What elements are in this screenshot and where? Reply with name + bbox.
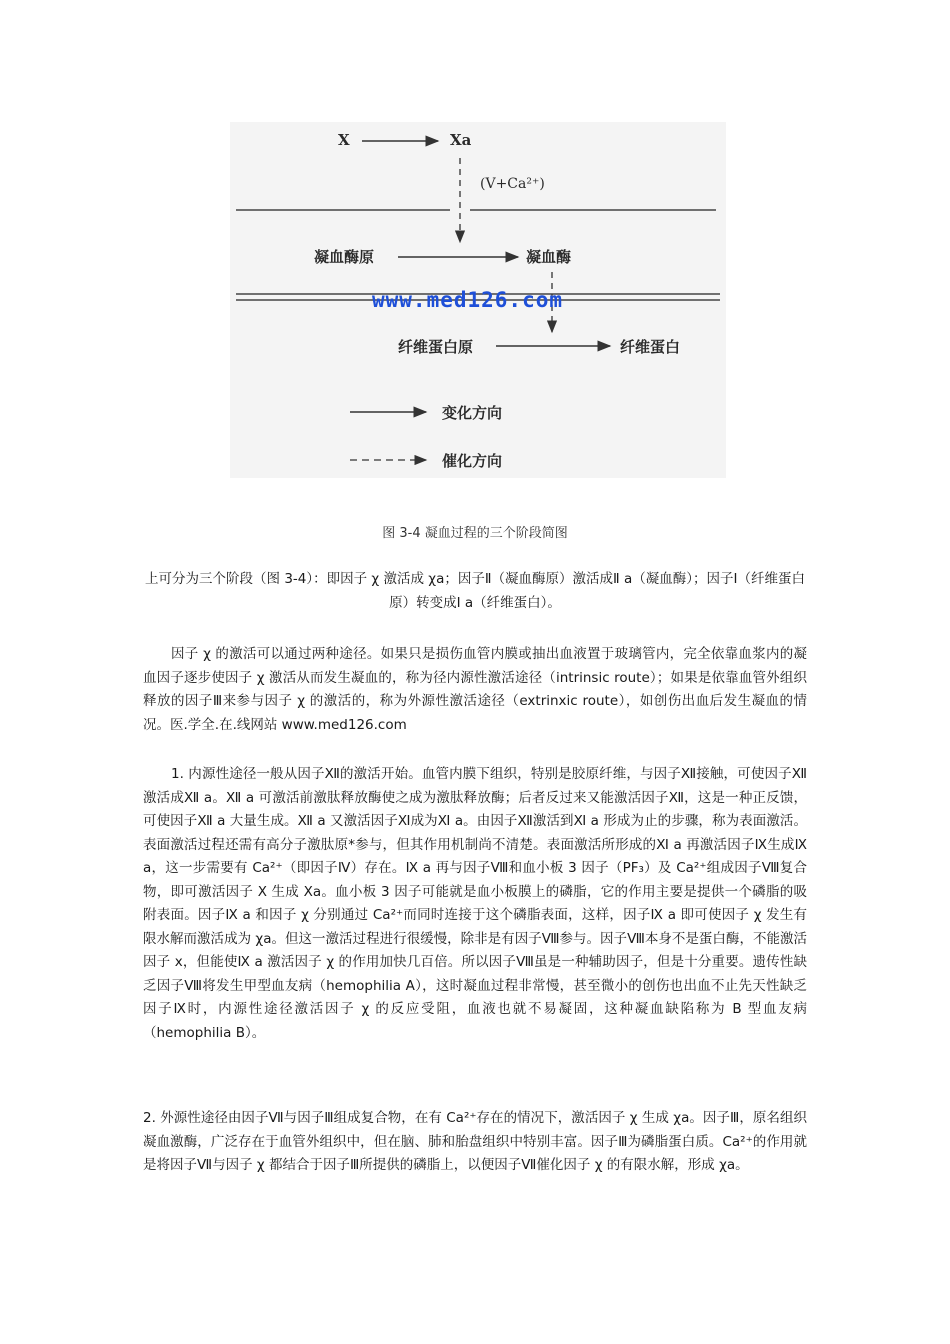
- node-fibrin: 纤维蛋白: [620, 338, 681, 356]
- legend-solid-label: 变化方向: [442, 404, 503, 422]
- legend-dashed-label: 催化方向: [442, 452, 503, 470]
- paragraph-two-routes: 因子 χ 的激活可以通过两种途径。如果只是损伤血管内膜或抽出血液置于玻璃管内，完全依靠血浆内的凝血因子逐步使因子 χ 激活从而发生凝血的，称为径内源性激活途径（intrinsic route）；如果是依靠血管外组织释放的因子Ⅲ来参与因子 χ 的激活的，称为外源性激活途径（extrinxic route），如创伤出血后发生凝血的情况。医.学全.在.线网站 www.med126.com: [143, 646, 807, 733]
- paragraph-stages: 上可分为三个阶段（图 3-4）：即因子 χ 激活成 χa；因子Ⅱ（凝血酶原）激活成Ⅱ a（凝血酶）；因子Ⅰ（纤维蛋白原）转变成Ⅰ a（纤维蛋白）。: [145, 571, 805, 611]
- node-xa: Xa: [450, 131, 472, 149]
- figure-caption: 图 3-4 凝血过程的三个阶段简图: [382, 526, 568, 541]
- node-x: X: [338, 131, 350, 149]
- node-prothrombin: 凝血酶原: [314, 248, 375, 266]
- paragraph-extrinsic: 2. 外源性途径由因子Ⅶ与因子Ⅲ组成复合物，在有 Ca²⁺存在的情况下，激活因子 χ 生成 χa。因子Ⅲ，原名组织凝血激酶，广泛存在于血管外组织中，但在脑、肺和胎盘组织中特别丰富。因子Ⅲ为磷脂蛋白质。Ca²⁺的作用就是将因子Ⅶ与因子 χ 都结合于因子Ⅲ所提供的磷脂上，以便因子Ⅶ催化因子 χ 的有限水解，形成 χa。: [143, 1110, 807, 1173]
- paragraph-intrinsic: 1. 内源性途径一般从因子Ⅻ的激活开始。血管内膜下组织，特别是胶原纤维，与因子Ⅻ接触，可使因子Ⅻ激活成Ⅻ a。Ⅻ a 可激活前激肽释放酶使之成为激肽释放酶；后者反过来又能激活因子Ⅻ，这是一种正反馈，可使因子Ⅻ a 大量生成。Ⅻ a 又激活因子Ⅺ成为Ⅺ a。由因子Ⅻ激活到Ⅺ a 形成为止的步骤，称为表面激活。表面激活过程还需有高分子激肽原*参与，但其作用机制尚不清楚。表面激活所形成的Ⅺ a 再激活因子Ⅸ生成Ⅸ a，这一步需要有 Ca²⁺（即因子Ⅳ）存在。Ⅸ a 再与因子Ⅷ和血小板 3 因子（PF₃）及 Ca²⁺组成因子Ⅷ复合物，即可激活因子 X 生成 Xa。血小板 3 因子可能就是血小板膜上的磷脂，它的作用主要是提供一个磷脂的吸附表面。因子Ⅸ a 和因子 χ 分别通过 Ca²⁺而同时连接于这个磷脂表面，这样，因子Ⅸ a 即可使因子 χ 发生有限水解而激活成为 χa。但这一激活过程进行很缓慢，除非是有因子Ⅷ参与。因子Ⅷ本身不是蛋白酶，不能激活因子 x，但能使Ⅸ a 激活因子 χ 的作用加快几百倍。所以因子Ⅷ虽是一种辅助因子，但是十分重要。遗传性缺乏因子Ⅷ将发生甲型血友病（hemophilia A），这时凝血过程非常慢，甚至微小的创伤也出血不止先天性缺乏因子Ⅸ时，内源性途径激活因子 χ 的反应受阻，血液也就不易凝固，这种凝血缺陷称为 B 型血友病（hemophilia B）。: [143, 766, 807, 1041]
- watermark: www.med126.com: [372, 288, 564, 312]
- node-fibrinogen: 纤维蛋白原: [398, 338, 474, 356]
- coagulation-diagram: [230, 122, 726, 478]
- node-thrombin: 凝血酶: [526, 248, 572, 266]
- cofactor-label: (V+Ca²⁺): [480, 176, 545, 192]
